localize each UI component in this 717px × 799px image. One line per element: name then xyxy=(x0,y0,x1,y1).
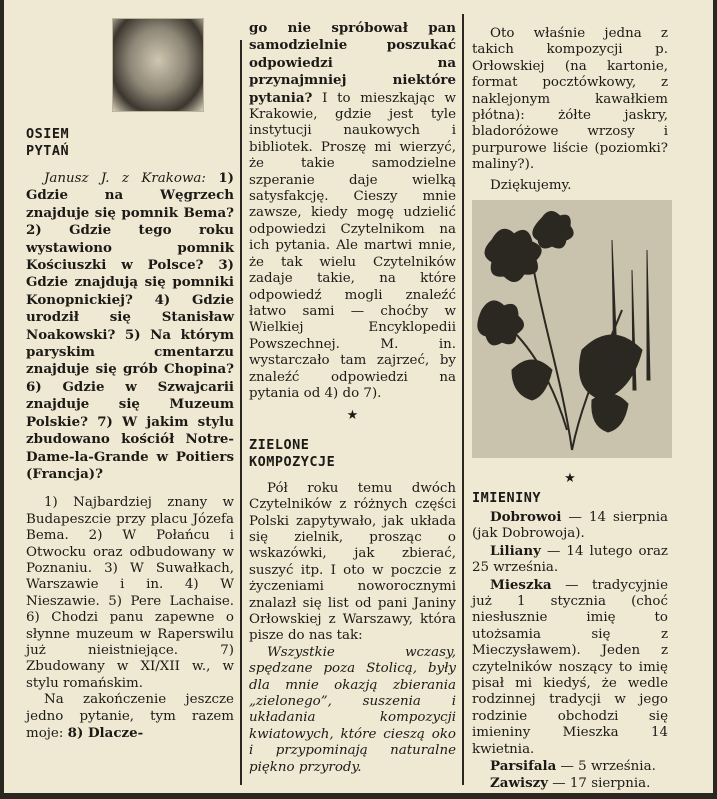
nameday-entry: Zawiszy — 17 sierpnia. xyxy=(490,775,651,792)
column-divider xyxy=(462,14,464,785)
column-2 xyxy=(249,20,456,776)
nameday-entry: Dobrowoi — 14 sierpnia (jak Dobrowoja). xyxy=(472,508,668,542)
nameday-entry: Parsifala — 5 września. xyxy=(490,757,656,774)
editor-closing: Na zakończenie jeszcze jedno pytanie, tym razem moje: 8) Dlacze- xyxy=(26,692,234,741)
reader-questions: Janusz J. z Krakowa: 1) Gdzie na Węgrzech znajduje się pomnik Bema? 2) Gdzie tego roku wystawiono pomnik Kościuszki w Polsce? 3) Gdzie znajdują się pomniki Konopnickiej? 4) Gdzie urodził się Stanisław Noakowski? 5) Na którym paryskim cmentarzu znajduje się grób Chopina? 6) Gdzie w Szwajcarii znajduje się Muzeum Polskie? 7) W jakim stylu zbudowano kościół Notre-Dame-la-Grande w Poitiers (Francja)? xyxy=(26,170,234,482)
author-portrait-photo xyxy=(112,18,204,112)
section-heading-imieniny: IMIENINY xyxy=(472,489,542,506)
column-divider xyxy=(240,40,242,785)
reader-letter-quote: Wszystkie wczasy, spędzane poza Stolicą, były dla mnie okazją zbierania „zielonego”, suszenia i układania kompozycji kwiatowych, które cieszą oko i przypominają naturalne piękno przyrody. xyxy=(249,644,456,775)
section-heading-zielone-kompozycje: ZIELONE KOMPOZYCJE xyxy=(249,436,336,470)
thanks-text: Dziękujemy. xyxy=(490,177,572,193)
composition-description: Oto właśnie jedna z takich kompozycji p. Orłowskiej (na kartonie, format pocztówkowy, z naklejonym kawałkiem płótna): żółte jaskry, bladoróżowe wrzosy i purpurowe liście (poziomki? maliny?). xyxy=(472,26,668,173)
column-1 xyxy=(26,18,234,742)
section-separator-star: ★ xyxy=(346,408,359,424)
column-3 xyxy=(472,26,668,793)
editor-answers: 1) Najbardziej znany w Budapeszcie przy placu Józefa Bema. 2) W Połańcu i Otwocku oraz odbudowany w Poznaniu. 3) W Suwałkach, Warszawie i in. 4) W Nieszawie. 5) Pere Lachaise. 6) Chodzi panu zapewne o słynne muzeum w Raperswilu już nieistniejące. 7) Zbudowany w XI/XII w., w stylu romańskim. xyxy=(26,495,234,691)
section-separator-star: ★ xyxy=(564,471,576,487)
pressed-flowers-photo xyxy=(472,200,672,458)
nameday-entry: Mieszka — tradycyjnie już 1 stycznia (choć niesłusznie imię to utożsamia się z Mieczysławem). Jeden z czytelników noszący to imię pisał mi kiedyś, że wedle rodzinnej tradycji w jego rodzinie obchodzi się imieniny Mieszka 14 kwietnia. xyxy=(472,576,668,757)
nameday-entry: Liliany — 14 lutego oraz 25 września. xyxy=(472,542,668,576)
article-intro: Pół roku temu dwóch Czytelników z różnych części Polski zapytywało, jak układa się zielnik, prosząc o wskazówki, jak zbierać, suszyć itp. I oto w poczcie z życzeniami noworocznymi znalazł się list od pani Janiny Orłowskiej z Warszawy, która pisze do nas tak: xyxy=(249,480,456,644)
page-bottom-border xyxy=(4,793,713,799)
answer-continuation: go nie spróbował pan samodzielnie poszukać odpowiedzi na przynajmniej niektóre pytania? I to mieszkając w Krakowie, gdzie jest tyle instytucji naukowych i bibliotek. Proszę mi wierzyć, że takie samodzielne szperanie daje wielką satysfakcję. Cieszy mnie zawsze, kiedy mogę udzielić odpowiedzi Czytelnikom na ich pytania. Ale martwi mnie, że tak wielu Czytelników zadaje takie, na które odpowiedź mogli znaleźć łatwo sami — choćby w Wielkiej Encyklopedii Powszechnej. M. in. wystarczało tam zajrzeć, by znaleźć odpowiedzi na pytania od 4) do 7). xyxy=(249,20,456,401)
section-heading-osiem-pytan: OSIEM PYTAŃ xyxy=(26,126,70,159)
